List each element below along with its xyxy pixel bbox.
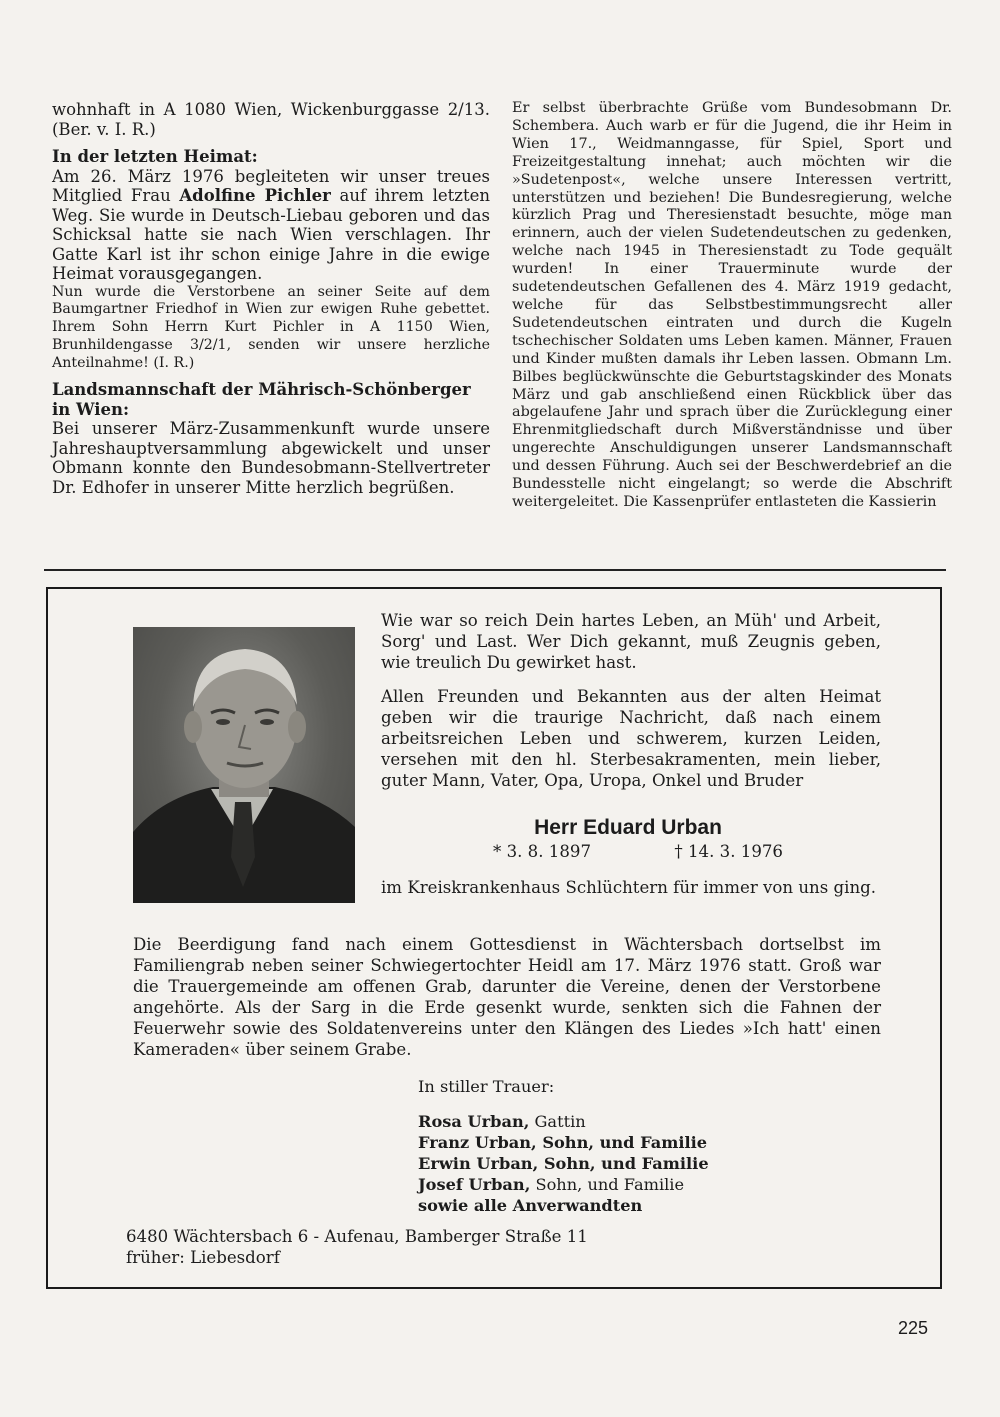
death-place: im Kreiskrankenhaus Schlüchtern für immer von uns ging.	[381, 878, 877, 897]
mourner-name: Franz Urban,	[418, 1133, 537, 1152]
family-address	[126, 1226, 726, 1268]
heading-letzte-heimat: In der letzten Heimat:	[52, 147, 258, 166]
pichler-text-b: auf ihrem letzten Weg. Sie wurde in Deutsch-Liebau geboren und das Schicksal hatte sie nach Wien verschlagen. Ihr Gatte Karl ist ihr schon einige Jahre in die ewige Heimat vorausgegangen.	[52, 186, 490, 283]
mourner-name: Josef Urban,	[418, 1175, 531, 1194]
mourner-relation: Gattin	[529, 1112, 586, 1131]
right-column	[512, 100, 952, 512]
paragraph-report: Er selbst überbrachte Grüße vom Bundesobmann Dr. Schembera. Auch warb er für die Jugend, die ihr Heim in Wien 17., Weidmanngasse, für Spiel, Sport und Freizeitgestaltung innehat; auch möchten wir die »Sudetenpost«, welche unsere Interessen vertritt, unterstützen und beziehen! Die Bundesregierung, welche kürzlich Prag und Theresienstadt besuchte, möge man erinnern, auch der vielen Sudetendeutschen zu gedenken, welche nach 1945 in Theresienstadt zu Tode gequält wurden! In einer Trauerminute wurde der sudetendeutschen Gefallenen des 4. März 1919 gedacht, welche für das Selbstbestimmungsrecht aller Sudetendeutschen eintraten und durch die Kugeln tschechischer Soldaten ums Leben kamen. Männer, Frauen und Kinder mußten damals ihr Leben lassen. Obmann Lm. Bilbes beglückwünschte die Geburtstagskinder des Monats März und gab anschließend einen Rückblick über das abgelaufene Jahr und sprach über die Zurücklegung einer Ehrenmitgliedschaft durch Mißverständnisse und über ungerechte Anschuldigungen unserer Landsmannschaft und dessen Führung. Auch sei der Beschwerdebrief an die Bundesstelle nicht eingelangt; so werde die Abschrift weitergeleitet. Die Kassenprüfer entlasteten die Kassierin	[512, 100, 952, 510]
mourner-name: Rosa Urban,	[418, 1112, 530, 1131]
mourner-item	[418, 1111, 838, 1132]
memorial-verse: Wie war so reich Dein hartes Leben, an Müh' und Arbeit, Sorg' und Last. Wer Dich gekannt, muß Zeugnis geben, wie treulich Du gewirket hast.	[381, 611, 881, 672]
deceased-name: Herr Eduard Urban	[534, 816, 722, 839]
paragraph-address: wohnhaft in A 1080 Wien, Wickenburggasse 2/13. (Ber. v. I. R.)	[52, 100, 490, 139]
relatives-line: sowie alle Anverwandten	[418, 1196, 643, 1215]
obituary-box	[46, 587, 942, 1289]
page-number: 225	[898, 1318, 929, 1338]
section-divider	[44, 569, 946, 571]
mourning-intro: In stiller Trauer:	[418, 1077, 555, 1096]
address-line: 6480 Wächtersbach 6 - Aufenau, Bamberger Straße 11	[126, 1227, 588, 1246]
pichler-name: Adolfine Pichler	[179, 186, 331, 205]
portrait-photo	[133, 627, 355, 903]
mourner-name: Erwin Urban,	[418, 1154, 539, 1173]
funeral-paragraph: Die Beerdigung fand nach einem Gottesdienst in Wächtersbach dortselbst im Familiengrab neben seiner Schwiegertochter Heidl am 17. März 1976 statt. Groß war die Trauergemeinde am offenen Grab, darunter die Vereine, denen der Verstorbene angehörte. Als der Sarg in die Erde gesenkt wurde, senkten sich die Fahnen der Feuerwehr sowie des Soldatenvereins unter den Klängen des Liedes »Ich hatt' einen Kameraden« über seinem Grabe.	[133, 935, 881, 1059]
paragraph-burial: Nun wurde die Verstorbene an seiner Seite auf dem Baumgartner Friedhof in Wien zur ewigen Ruhe gebettet. Ihrem Sohn Herrn Kurt Pichler in A 1150 Wien, Brunhildengasse 3/2/1, senden wir unsere herzliche Anteilnahme! (I. R.)	[52, 283, 490, 371]
mourner-relation: Sohn, und Familie	[536, 1133, 708, 1152]
death-date: † 14. 3. 1976	[674, 842, 783, 861]
mourner-relation: Sohn, und Familie	[530, 1175, 685, 1194]
mourner-item	[418, 1153, 838, 1174]
paragraph-pichler	[52, 167, 490, 284]
mourner-item	[418, 1174, 838, 1195]
death-notice: Allen Freunden und Bekannten aus der alten Heimat geben wir die traurige Nachricht, daß nach einem arbeitsreichen Leben und schwerem, kurzen Leiden, versehen mit den hl. Sterbesakramenten, mein lieber, guter Mann, Vater, Opa, Uropa, Onkel und Bruder	[381, 687, 881, 790]
heading-landsmannschaft: Landsmannschaft der Mährisch-Schönberger in Wien:	[52, 380, 471, 419]
mourner-item	[418, 1132, 838, 1153]
life-dates	[493, 842, 783, 861]
paragraph-meeting: Bei unserer März-Zusammenkunft wurde unsere Jahreshauptversammlung abgewickelt und unser Obmann konnte den Bundesobmann-Stellvertreter Dr. Edhofer in unserer Mitte herzlich begrüßen.	[52, 419, 490, 497]
mourners-list	[418, 1076, 838, 1216]
former-address-line: früher: Liebesdorf	[126, 1248, 280, 1267]
pichler-text-a: Am 26. März 1976 begleiteten wir unser treues Mitglied Frau	[52, 166, 490, 205]
portrait-figure	[133, 627, 355, 903]
mourner-relation: Sohn, und Familie	[538, 1154, 709, 1173]
birth-date: * 3. 8. 1897	[493, 842, 592, 861]
left-column	[52, 100, 490, 497]
